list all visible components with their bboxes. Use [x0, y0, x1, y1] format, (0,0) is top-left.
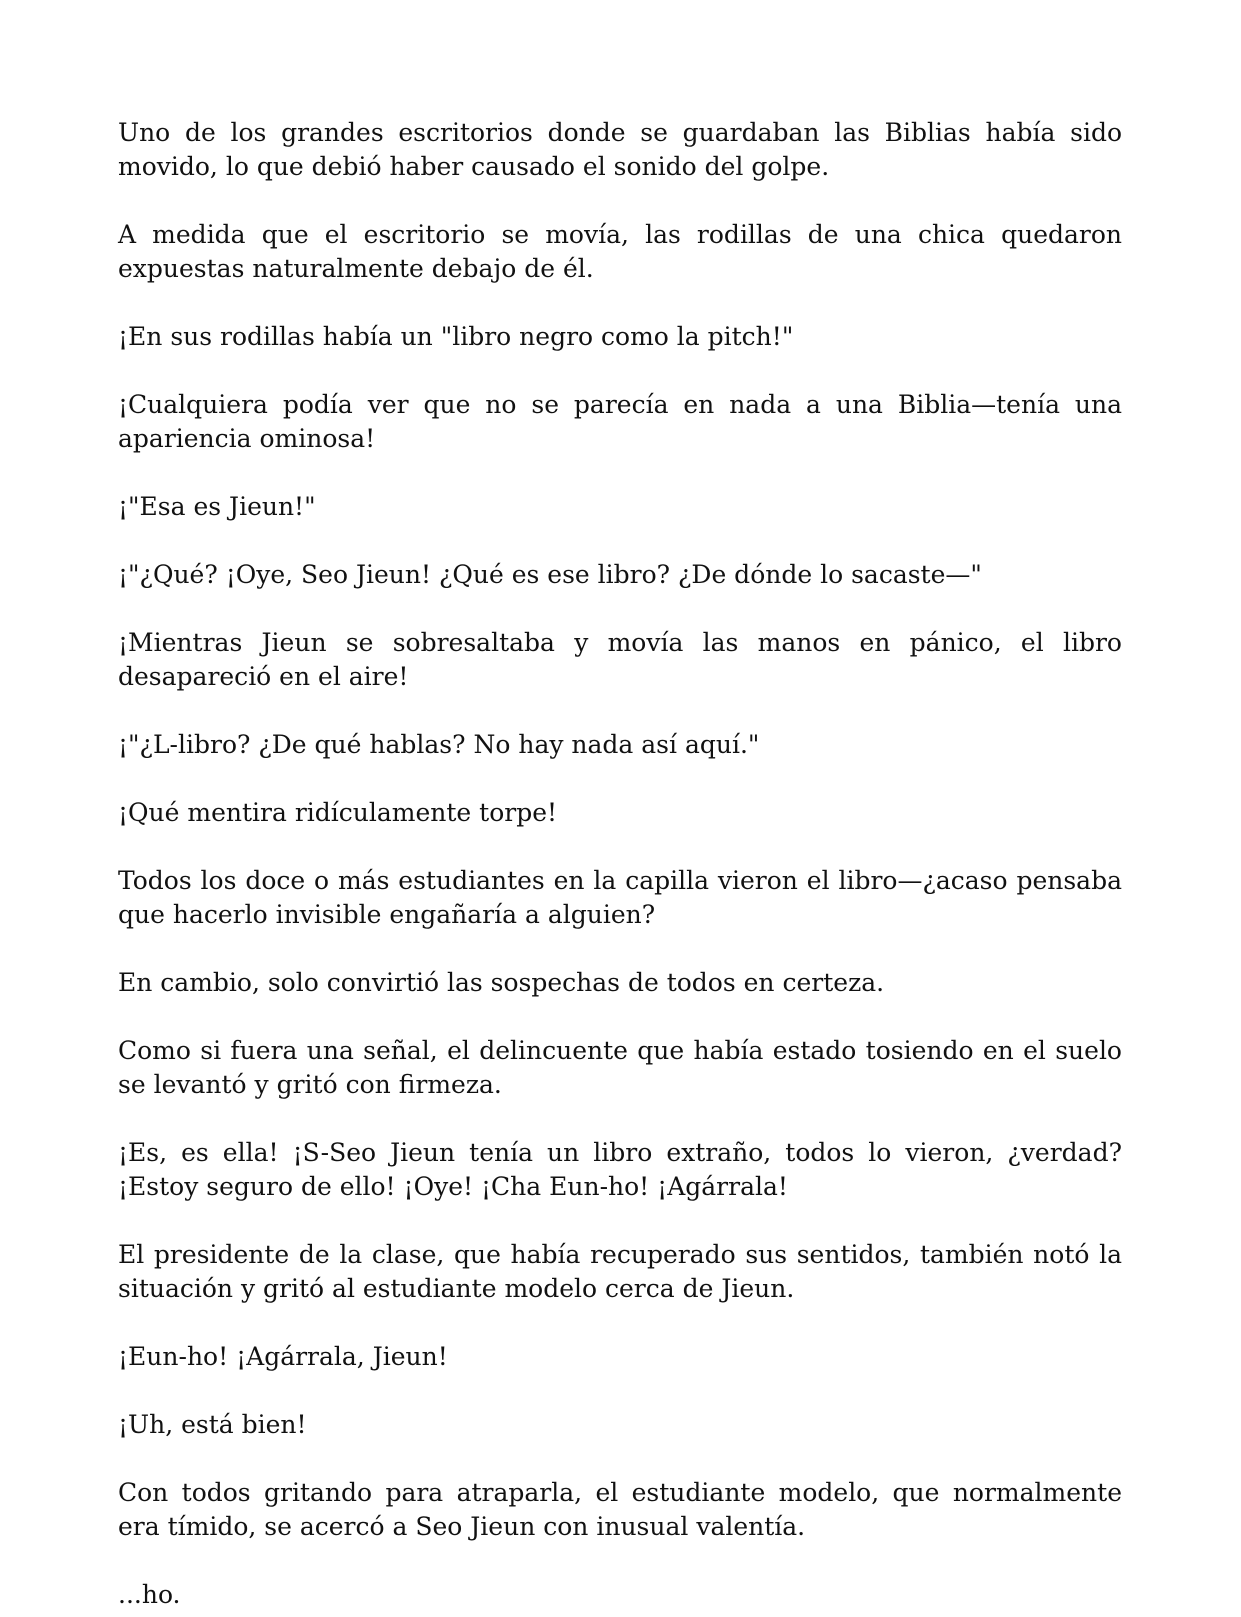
paragraph-12: Como si fuera una señal, el delincuente que había estado tosiendo en el suelo se levantó y gritó con firmeza.	[118, 1036, 1122, 1099]
paragraph-13: ¡Es, es ella! ¡S-Seo Jieun tenía un libro extraño, todos lo vieron, ¿verdad? ¡Estoy seguro de ello! ¡Oye! ¡Cha Eun-ho! ¡Agárrala!	[118, 1138, 1122, 1201]
paragraph-7: ¡Mientras Jieun se sobresaltaba y movía las manos en pánico, el libro desapareció en el aire!	[118, 628, 1122, 691]
paragraph-18: ...ho.	[118, 1580, 181, 1609]
paragraph-10: Todos los doce o más estudiantes en la capilla vieron el libro—¿acaso pensaba que hacerlo invisible engañaría a alguien?	[118, 866, 1122, 929]
document-page	[118, 116, 1122, 1612]
paragraph-9: ¡Qué mentira ridículamente torpe!	[118, 798, 558, 827]
paragraph-15: ¡Eun-ho! ¡Agárrala, Jieun!	[118, 1342, 448, 1371]
paragraph-1: Uno de los grandes escritorios donde se guardaban las Biblias había sido movido, lo que debió haber causado el sonido del golpe.	[118, 118, 1122, 181]
paragraph-8: ¡"¿L-libro? ¿De qué hablas? No hay nada así aquí."	[118, 730, 760, 759]
paragraph-3: ¡En sus rodillas había un "libro negro como la pitch!"	[118, 322, 794, 351]
paragraph-4: ¡Cualquiera podía ver que no se parecía en nada a una Biblia—tenía una apariencia ominosa!	[118, 390, 1122, 453]
paragraph-5: ¡"Esa es Jieun!"	[118, 492, 316, 521]
paragraph-16: ¡Uh, está bien!	[118, 1410, 307, 1439]
paragraph-6: ¡"¿Qué? ¡Oye, Seo Jieun! ¿Qué es ese libro? ¿De dónde lo sacaste—"	[118, 560, 982, 589]
paragraph-11: En cambio, solo convirtió las sospechas de todos en certeza.	[118, 968, 885, 997]
paragraph-2: A medida que el escritorio se movía, las rodillas de una chica quedaron expuestas naturalmente debajo de él.	[118, 220, 1122, 283]
paragraph-17: Con todos gritando para atraparla, el estudiante modelo, que normalmente era tímido, se acercó a Seo Jieun con inusual valentía.	[118, 1478, 1122, 1541]
paragraph-14: El presidente de la clase, que había recuperado sus sentidos, también notó la situación y gritó al estudiante modelo cerca de Jieun.	[118, 1240, 1122, 1303]
